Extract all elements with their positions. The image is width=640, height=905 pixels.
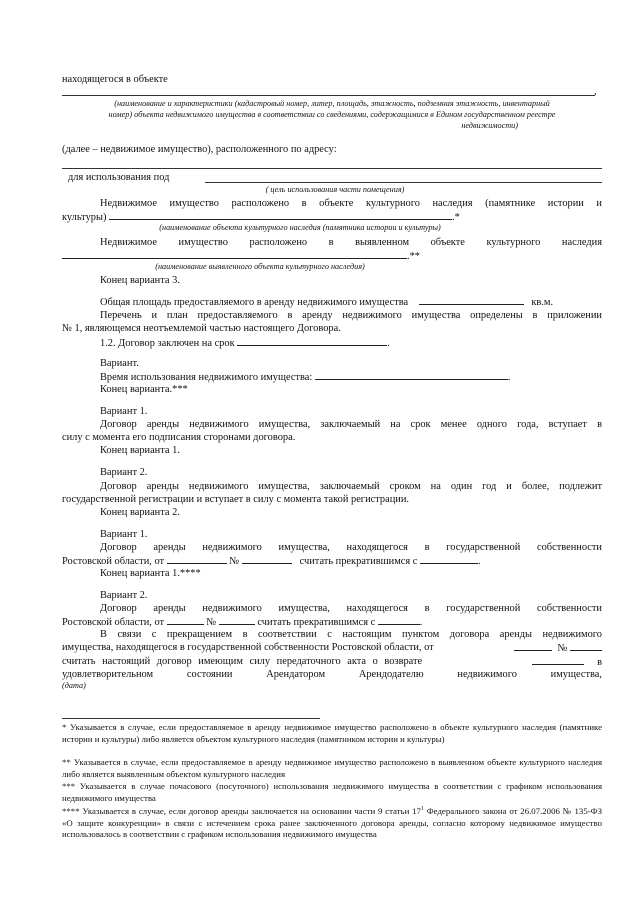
plan-l2: № 1, являющемся неотъемлемой частью настоящего Договора. — [62, 323, 341, 334]
term-blank[interactable] — [237, 336, 387, 346]
purpose-label: для использования под — [68, 172, 170, 183]
variant2b-end-date-blank[interactable] — [378, 615, 420, 625]
caption-identified: (наименование выявленного объекта культурного наследия) — [155, 262, 365, 271]
variant1b-l1: Договор аренды недвижимого имущества, находящегося в государственной собственности — [100, 542, 602, 553]
heritage-p2-l2: .** — [62, 249, 602, 263]
footnote-1: * Указывается в случае, если предоставляемое в аренду недвижимое имущество расположено в объекте культурного наследия (памятнике истории и культуры) либо является объектом культурного наследия (памятником истории и культуры) — [62, 722, 602, 744]
variant-label: Вариант. — [100, 358, 139, 369]
variant-end: Конец варианта.*** — [100, 384, 188, 395]
variant1b-end: Конец варианта 1.**** — [100, 568, 201, 579]
identified-object-blank[interactable] — [62, 249, 407, 259]
variant1-label: Вариант 1. — [100, 406, 148, 417]
address-line: (далее – недвижимое имущество), расположенного по адресу: — [62, 144, 337, 155]
area-blank[interactable] — [419, 295, 524, 305]
variant2b-date-blank[interactable] — [167, 615, 204, 625]
variant2b-p-number-blank[interactable] — [570, 641, 602, 651]
footnote-2: ** Указывается в случае, если предоставляемое в аренду недвижимое имущество расположено в выявленном объекте культурного наследия либо является выявленным объектом культурного наследия — [62, 757, 602, 779]
heritage-p2-l1: Недвижимое имущество расположено в выявленном объекте культурного наследия — [100, 237, 602, 248]
variant2b-p-l3: считать настоящий договор имеющим силу передаточного акта о возврате в — [62, 656, 602, 668]
variant1-end: Конец варианта 1. — [100, 445, 180, 456]
object-blank-line[interactable] — [62, 95, 595, 96]
heritage-object-blank[interactable] — [109, 210, 452, 220]
time-line: Время использования недвижимого имущества: . — [100, 372, 511, 383]
variant2b-l1: Договор аренды недвижимого имущества, находящегося в государственной собственности — [100, 603, 602, 614]
footnote-separator — [62, 718, 320, 719]
variant2b-p-l4: удовлетворительном состоянии Арендатором Арендодателю недвижимого имущества, — [62, 669, 602, 680]
variant2-end: Конец варианта 2. — [100, 507, 180, 518]
variant2-l2: государственной регистрации и вступает в силу с момента такой регистрации. — [62, 494, 409, 505]
heritage-p1-l1: Недвижимое имущество расположено в объекте культурного наследия (памятнике истории и — [100, 198, 602, 209]
variant1-l2: силу с момента его подписания сторонами договора. — [62, 432, 296, 443]
address-blank-line[interactable] — [62, 168, 602, 169]
plan-l1: Перечень и план предоставляемого в аренду недвижимого имущества определены в приложении — [100, 310, 602, 321]
footnote-3: *** Указывается в случае почасового (посуточного) использования недвижимого имущества в соответствии с графиком использования недвижимого имущества — [62, 781, 602, 803]
heritage-p1-l2: культуры) .* — [62, 212, 460, 223]
variant2b-p-date-blank[interactable] — [514, 641, 552, 651]
variant2b-p-l1: В связи с прекращением в соответствии с настоящим пунктом договора аренды недвижимого — [100, 629, 602, 640]
variant2-l1: Договор аренды недвижимого имущества, заключаемый сроком на один год и более, подлежит — [100, 481, 602, 492]
return-date-blank[interactable] — [532, 655, 584, 665]
variant1b-end-date-blank[interactable] — [420, 554, 478, 564]
intro-comma: , — [594, 86, 597, 97]
variant2b-p-l2: имущества, находящегося в государственной собственности Ростовской области, от № — [62, 641, 602, 655]
caption-purpose: ( цель использования части помещения) — [265, 185, 405, 194]
variant1b-number-blank[interactable] — [242, 554, 292, 564]
caption-heritage: (наименование объекта культурного наследия (памятника истории и культуры) — [159, 223, 441, 232]
variant1b-date-blank[interactable] — [167, 554, 227, 564]
caption-object-l2: номер) объекта недвижимого имущества в соответствии со сведениями, содержащимися в Едином государственном реестре — [108, 110, 556, 119]
caption-object-l3: недвижимости) — [461, 121, 518, 130]
purpose-blank-line[interactable] — [205, 182, 602, 183]
footnote-4: **** Указывается в случае, если договор аренды заключается на основании части 9 статьи $17^1$ Федерального закона от 26.07.2006 № 135-ФЗ «О защите конкуренции» в связи с истечением срока ранее заключенного договора аренды, согласно которому недвижимое имущество использовалось в соответствии с графиком использования недвижимого имущества — [62, 806, 602, 839]
variant2b-label: Вариант 2. — [100, 590, 148, 601]
end-variant-3: Конец варианта 3. — [100, 275, 180, 286]
area-line: Общая площадь предоставляемого в аренду недвижимого имущества кв.м. — [100, 297, 554, 308]
caption-object-l1: (наименование и характеристики (кадастровый номер, литер, площадь, этажность, подземная этажность, инвентарный — [114, 99, 550, 108]
variant1-l1: Договор аренды недвижимого имущества, заключаемый на срок менее одного года, вступает в — [100, 419, 602, 430]
time-blank[interactable] — [315, 370, 508, 380]
variant2-label: Вариант 2. — [100, 467, 148, 478]
caption-date: (дата) — [62, 681, 86, 690]
variant1b-label: Вариант 1. — [100, 529, 148, 540]
variant2b-number-blank[interactable] — [219, 615, 255, 625]
term-line: 1.2. Договор заключен на срок . — [100, 338, 390, 349]
intro-line: находящегося в объекте — [62, 74, 168, 85]
variant1b-l2: Ростовской области, от № считать прекратившимся с . — [62, 556, 481, 567]
variant2b-l2: Ростовской области, от № считать прекратившимся с . — [62, 617, 423, 628]
